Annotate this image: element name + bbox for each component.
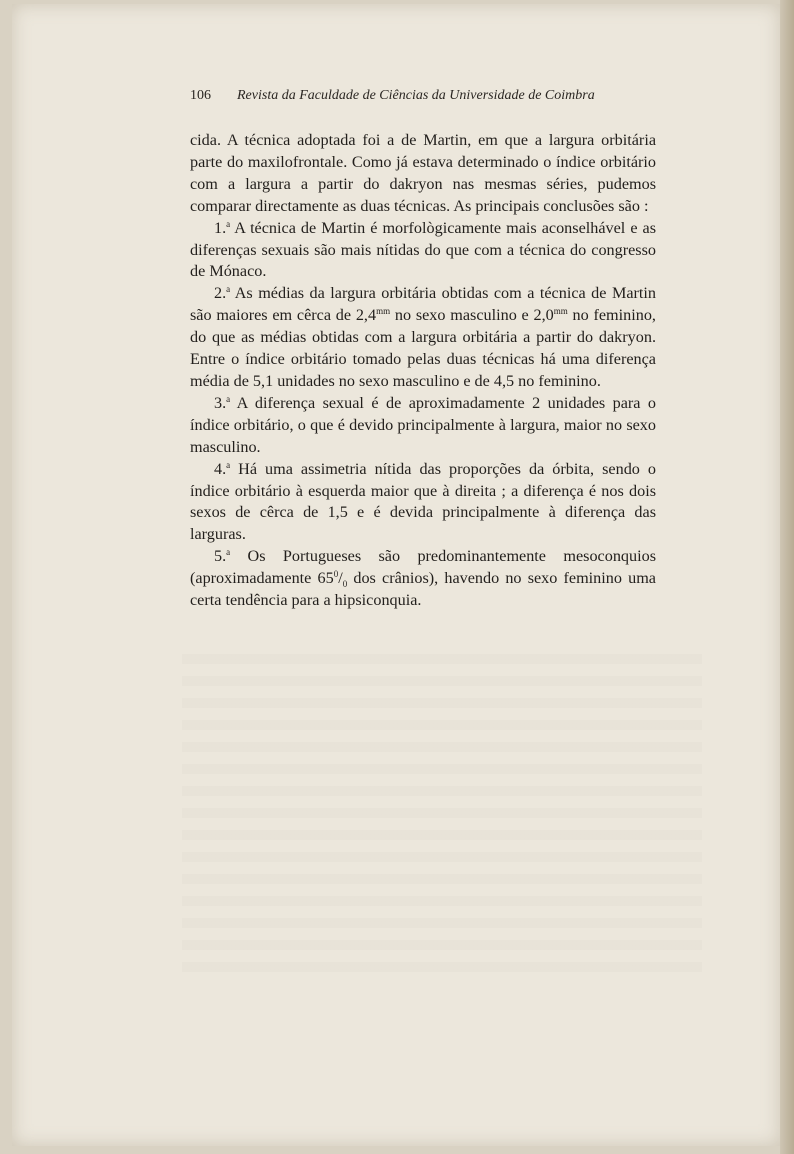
running-header (190, 88, 638, 104)
ordinal-mark: a (226, 393, 231, 404)
conclusion-number: 4. (214, 459, 227, 478)
conclusion-text: no sexo masculino e 2,0 (390, 306, 554, 325)
conclusion-text: Há uma assimetria nítida das proporções da órbita, sendo o índice orbitário à esquerda maior que à direita ; a diferença é nos dois sexos de cêrca de 1,5 e é devida principalmente à diferença das larguras. (190, 459, 656, 544)
conclusion-text: dos crânios), havendo no sexo feminino uma certa tendência para a hipsiconquia. (190, 569, 656, 610)
conclusion-text: Os Portugueses são predominantemente mesoconquios (aproximadamente 65 (190, 547, 656, 588)
conclusion-5 (190, 546, 656, 612)
page-edge (780, 0, 794, 1154)
percent-slash: / (338, 569, 343, 588)
bleed-through-shadow (182, 654, 702, 984)
conclusion-text: A diferença sexual é de aproximadamente 2 unidades para o índice orbitário, o que é devido principalmente à largura, maior no sexo masculino. (190, 393, 656, 456)
conclusion-number: 2. (214, 284, 227, 303)
conclusion-2 (190, 283, 656, 393)
conclusion-text: As médias da largura orbitária obtidas com a técnica de Martin são maiores em cêrca de 2,4 (190, 284, 656, 325)
conclusion-number: 1. (214, 218, 227, 237)
percent-top: 0 (333, 569, 339, 580)
conclusion-4 (190, 459, 656, 547)
ordinal-mark: a (226, 218, 231, 229)
conclusion-3 (190, 393, 656, 459)
conclusion-number: 3. (214, 393, 227, 412)
ordinal-mark: a (226, 284, 231, 295)
paragraph-intro (190, 130, 656, 218)
conclusion-text: no feminino, do que as médias obtidas com a largura orbitária a partir do dakryon. Entre o índice orbitário tomado pelas duas técnicas há uma diferença média de 5,1 unidades no sexo masculino e de 4,5 no feminino. (190, 306, 656, 390)
page-number: 106 (190, 88, 211, 103)
running-title: Revista da Faculdade de Ciências da Universidade de Coimbra (237, 88, 595, 103)
ordinal-mark: a (226, 547, 231, 558)
body-text (190, 130, 656, 612)
conclusion-text: A técnica de Martin é morfològicamente mais aconselhável e as diferenças sexuais são mais nítidas do que com a técnica do congresso de Mónaco. (190, 218, 656, 281)
ordinal-mark: a (226, 459, 231, 470)
conclusion-1 (190, 218, 656, 284)
conclusion-number: 5. (214, 547, 227, 566)
percent-bottom: 0 (342, 579, 348, 590)
unit-mm: mm (376, 306, 391, 317)
paragraph-text: cida. A técnica adoptada foi a de Martin, em que a largura orbitária parte do maxilofrontale. Como já estava determinado o índice orbitário com a largura a partir do dakryon nas mesmas séries, pudemos comparar directamente as duas técnicas. As principais conclusões são : (190, 131, 656, 215)
unit-mm: mm (553, 306, 568, 317)
